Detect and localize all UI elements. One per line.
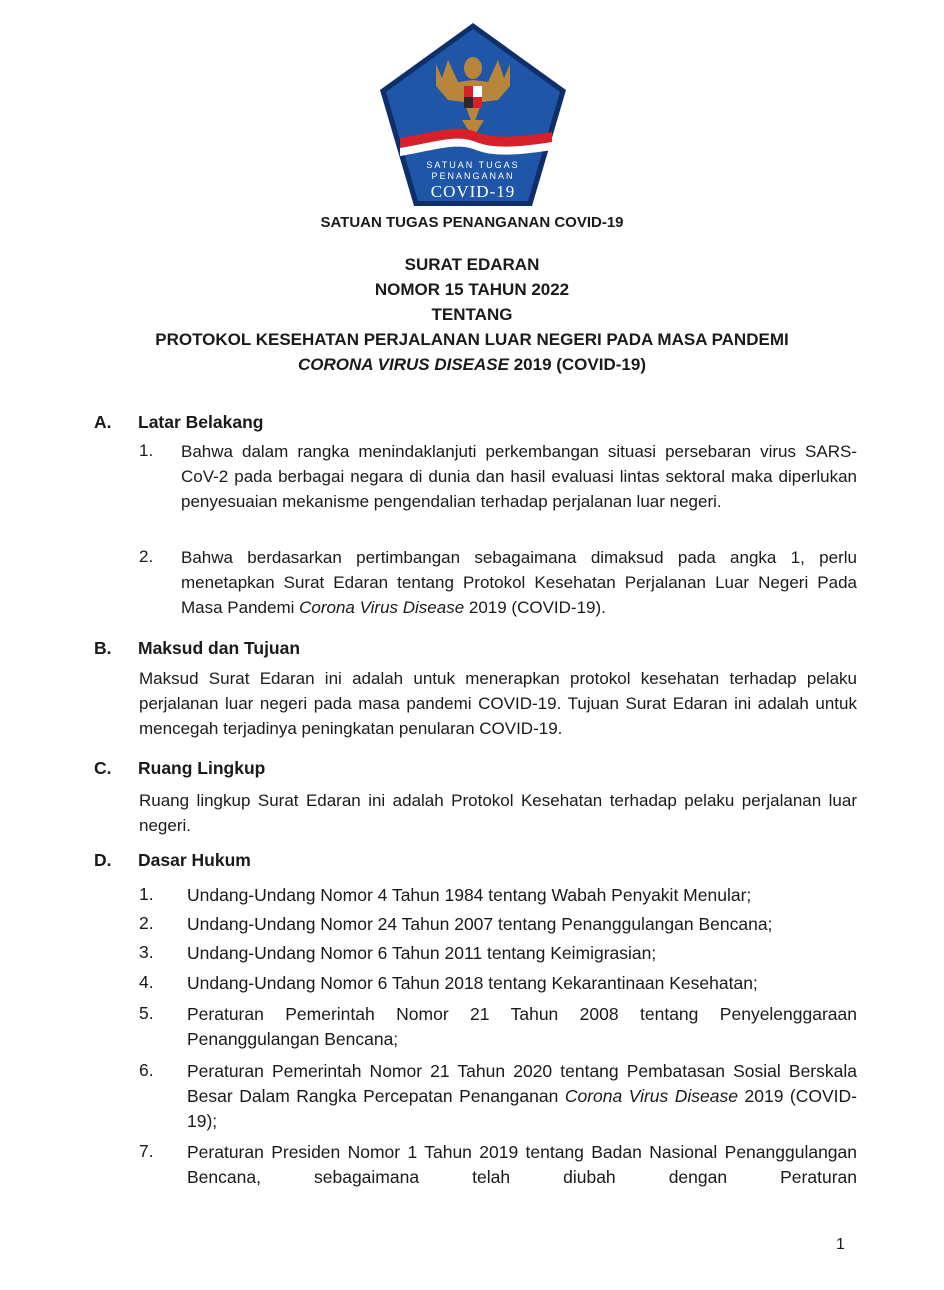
list-item: Peraturan Presiden Nomor 1 Tahun 2019 tentang Badan Nasional Penanggulangan Bencana, sebagaimana telah diubah dengan Peraturan bbox=[187, 1142, 857, 1187]
section-c-paragraph: Ruang lingkup Surat Edaran ini adalah Protokol Kesehatan terhadap pelaku perjalanan luar negeri. bbox=[139, 791, 857, 835]
list-item: Undang-Undang Nomor 6 Tahun 2018 tentang Kekarantinaan Kesehatan; bbox=[187, 973, 758, 993]
logo-text-covid19: COVID-19 bbox=[430, 182, 516, 201]
logo-text-penanganan: PENANGANAN bbox=[431, 171, 515, 181]
title-line-2: NOMOR 15 TAHUN 2022 bbox=[374, 280, 570, 299]
list-item bbox=[181, 545, 857, 620]
list-number: 2. bbox=[139, 547, 154, 566]
list-number: 4. bbox=[139, 972, 154, 992]
section-c-heading bbox=[94, 758, 265, 779]
list-item: Undang-Undang Nomor 24 Tahun 2007 tentang Penanggulangan Bencana; bbox=[187, 914, 773, 934]
item-text: 2019 (COVID-19). bbox=[464, 598, 606, 617]
list-number: 1. bbox=[139, 441, 154, 460]
satgas-covid19-logo bbox=[376, 20, 570, 210]
list-number: 7. bbox=[139, 1141, 154, 1161]
title-line-3: TENTANG bbox=[431, 305, 513, 324]
section-title: Maksud dan Tujuan bbox=[138, 638, 301, 658]
title-line-1: SURAT EDARAN bbox=[404, 255, 540, 274]
list-item bbox=[187, 1059, 857, 1134]
item-text: Peraturan Pemerintah Nomor 21 Tahun 2020 tentang Pembatasan Sosial Berskala Besar Dalam Rangka Percepatan Penanganan bbox=[187, 1061, 857, 1106]
item-text: 2019 (COVID-19); bbox=[187, 1086, 858, 1131]
section-b-heading bbox=[94, 638, 300, 659]
item-text-italic: Corona Virus Disease bbox=[564, 1086, 739, 1106]
list-number: 1. bbox=[139, 884, 154, 904]
list-number: 2. bbox=[139, 913, 154, 933]
section-title: Ruang Lingkup bbox=[138, 758, 266, 778]
title-line-4: PROTOKOL KESEHATAN PERJALANAN LUAR NEGERI PADA MASA PANDEMI bbox=[155, 330, 789, 349]
list-item: Undang-Undang Nomor 4 Tahun 1984 tentang Wabah Penyakit Menular; bbox=[187, 885, 752, 905]
item-text-italic: Corona Virus Disease bbox=[299, 598, 465, 617]
list-item: Bahwa dalam rangka menindaklanjuti perkembangan situasi persebaran virus SARS-CoV-2 pada berbagai negara di dunia dan hasil evaluasi lintas sektoral maka diperlukan penyesuaian mekanisme pengendalian terhadap perjalanan luar negeri. bbox=[181, 442, 857, 511]
logo-text-satuan-tugas: SATUAN TUGAS bbox=[426, 160, 520, 170]
list-number: 5. bbox=[139, 1003, 154, 1023]
section-d-heading bbox=[94, 850, 251, 871]
section-letter: A. bbox=[94, 412, 112, 432]
section-b-paragraph: Maksud Surat Edaran ini adalah untuk menerapkan protokol kesehatan terhadap pelaku perjalanan luar negeri pada masa pandemi COVID-19. Tujuan Surat Edaran ini adalah untuk mencegah terjadinya peningkatan penularan COVID-19. bbox=[139, 669, 857, 738]
section-letter: B. bbox=[94, 638, 112, 658]
list-item: Peraturan Pemerintah Nomor 21 Tahun 2008 tentang Penyelenggaraan Penanggulangan Bencana; bbox=[187, 1004, 857, 1049]
page-number: 1 bbox=[836, 1236, 845, 1253]
section-a-heading bbox=[94, 412, 263, 433]
item-text: Bahwa berdasarkan pertimbangan sebagaimana dimaksud pada angka 1, perlu menetapkan Surat Edaran tentang Protokol Kesehatan Perjalanan Luar Negeri Pada Masa Pandemi bbox=[181, 548, 857, 617]
organization-name: SATUAN TUGAS PENANGANAN COVID-19 bbox=[320, 214, 624, 231]
title-line-5 bbox=[0, 352, 944, 377]
section-title: Latar Belakang bbox=[138, 412, 264, 432]
list-number: 3. bbox=[139, 942, 154, 962]
title-italic: CORONA VIRUS DISEASE bbox=[298, 355, 509, 374]
list-item: Undang-Undang Nomor 6 Tahun 2011 tentang Keimigrasian; bbox=[187, 943, 657, 963]
document-title bbox=[0, 252, 944, 377]
section-letter: D. bbox=[94, 850, 112, 870]
title-rest: 2019 (COVID-19) bbox=[508, 355, 646, 374]
section-letter: C. bbox=[94, 758, 112, 778]
list-number: 6. bbox=[139, 1060, 154, 1080]
section-title: Dasar Hukum bbox=[138, 850, 251, 870]
